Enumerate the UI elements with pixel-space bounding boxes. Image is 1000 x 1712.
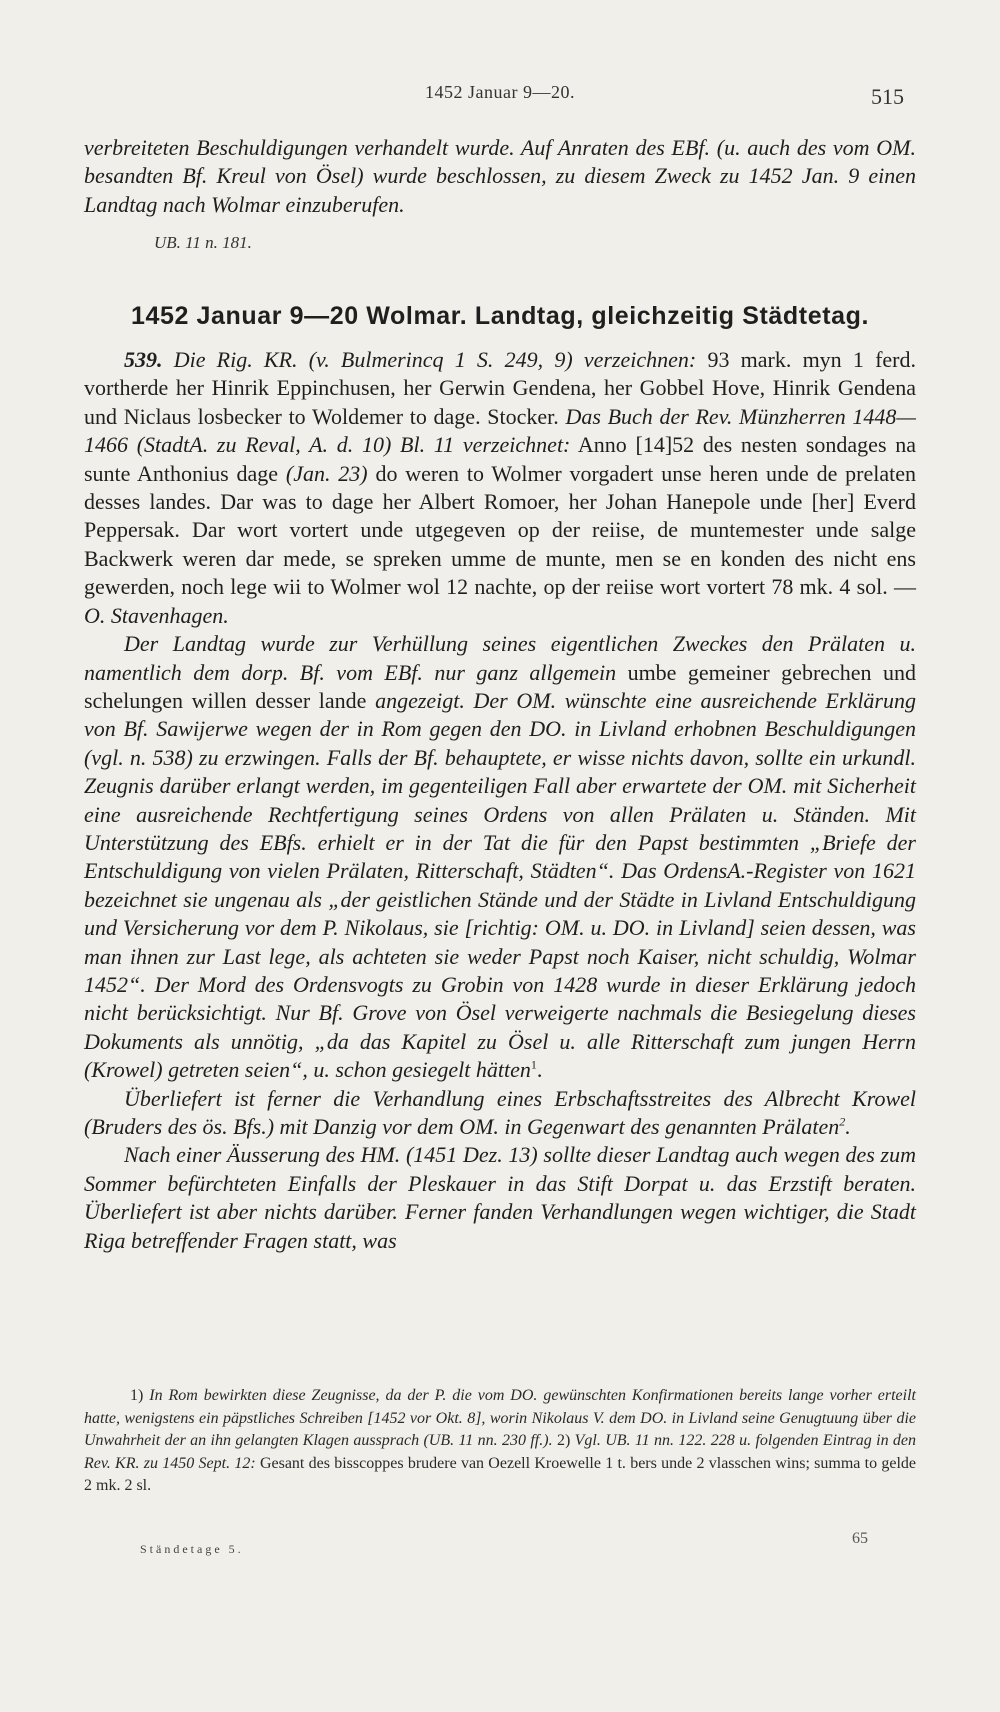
footnote-2-mark: 2): [556, 1432, 571, 1450]
p2-text-b: angezeigt. Der OM. wünschte eine ausreichende Erklärung von Bf. Sawijerwe wegen der in Rom gegen den DO. in Livland erhobnen Beschuldigungen (vgl. n. 538) zu erzwingen. Falls der Bf. behauptete, er wisse nichts davon, sollte ein urkundl. Zeugnis darüber erlangt werden, im gegenteiligen Fall aber erwartete der OM. mit Sicherheit eine ausreichende Rechtfertigung seines Ordens von allen Prälaten u. Ständen. Mit Unterstützung des EBfs. erhielt er in der Tat die für den Papst bestimmten „Briefe der Entschuldigung von vielen Prälaten, Ritterschaft, Städten“. Das OrdensA.-Register von 1621 bezeichnet sie ungenau als „der geistlichen Stände und der Städte in Livland Entschuldigung und Versicherung vor dem P. Nikolaus, sie [richtig: OM. u. DO. in Livland] seien dessen, was man ihnen zur Last lege, als achteten sie weder Papst noch Kaiser, nicht schuldig, Wolmar 1452“. Der Mord des Ordensvogts zu Grobin von 1428 wurde in dieser Erklärung jedoch nicht berücksichtigt. Nur Bf. Grove von Ösel verweigerte nachmals die Besiegelung dieses Dokuments als unnötig, „da das Kapitel zu Ösel u. alle Ritterschaft zum jungen Herrn (Krowel) getreten seien“, u. schon gesiegelt hätten: [84, 687, 916, 1083]
entry-source-2: Das Buch der Rev. Münzherren 1448—1466 (StadtA. zu Reval, A. d. 10) Bl. 11 verzeichnet:: [84, 403, 916, 458]
entry-date-note: (Jan. 23): [285, 460, 368, 486]
entry-quote-2b: do weren to Wolmer vorgadert unse heren unde de prelaten desses landes. Dar was to dage her Albert Romoer, her Johan Hanepole unde [her] Everd Peppersak. Dar wort vortert unde utgegeven op der reiise, de muntemester unde salge Backwerk weren dar mede, se spreken umme de munte, men se en konden des nicht ens gewerden, noch lege wii to Wolmer wol 12 nachte, op der reiise wort vortert 78 mk. 4 sol. —: [84, 460, 917, 600]
entry-source-1: Die Rig. KR. (v. Bulmerincq 1 S. 249, 9) verzeichnen:: [173, 347, 697, 373]
sheet-number: 65: [852, 1530, 868, 1547]
signature-mark: Ständetage 5.: [140, 1542, 244, 1556]
section-heading: 1452 Januar 9—20 Wolmar. Landtag, gleichzeitig Städtetag.: [130, 301, 870, 330]
entry-paragraph-2: [84, 630, 916, 1085]
entry-paragraph-4: Nach einer Äusserung des HM. (1451 Dez. 13) sollte dieser Landtag auch wegen des zum Sommer befürchteten Einfalls der Pleskauer in das Stift Dorpat u. das Erzstift beraten. Überliefert ist aber nichts darüber. Ferner fanden Verhandlungen wegen wichtiger, die Stadt Riga betreffender Fragen statt, was: [84, 1142, 916, 1253]
entry-author: O. Stavenhagen.: [84, 602, 229, 628]
p3-text: Überliefert ist ferner die Verhandlung eines Erbschaftsstreites des Albrecht Krowel (Bruders des ös. Bfs.) mit Danzig vor dem OM. in Gegenwart des genannten Prälaten: [84, 1085, 916, 1139]
footnote-2-text: Gesant des bisscoppes brudere van Oezell Kroewelle 1 t. bers unde 2 vlasschen wins; summa to gelde 2 mk. 2 sl.: [84, 1454, 916, 1495]
p2-end: .: [536, 1057, 543, 1083]
p2-quote: umbe gemeiner gebrechen und schelungen willen desser lande: [84, 659, 917, 713]
p2-text-a: Der Landtag wurde zur Verhüllung seines eigentlichen Zweckes den Prälaten u. namentlich dem dorp. Bf. vom EBf. nur ganz allgemein: [84, 631, 916, 685]
footnote-2-text-italic: Vgl. UB. 11 nn. 122. 228 u. folgenden Eintrag in den Rev. KR. zu 1450 Sept. 12:: [84, 1432, 917, 1472]
footnote-1: [84, 1385, 916, 1498]
running-head: 1452 Januar 9—20.: [425, 82, 575, 102]
intro-paragraph: verbreiteten Beschuldigungen verhandelt wurde. Auf Anraten des EBf. (u. auch des vom OM. besandten Bf. Kreul von Ösel) wurde beschlossen, zu diesem Zweck zu 1452 Jan. 9 einen Landtag nach Wolmar einzuberufen.: [84, 135, 916, 217]
page-number: 515: [871, 84, 904, 109]
footnote-ref-1: 1: [530, 1057, 537, 1072]
main-text: [84, 134, 916, 1255]
footnote-1-mark: 1): [130, 1387, 144, 1404]
entry-number: 539.: [124, 347, 163, 373]
entry-quote-2a: Anno [14]52 des nesten sondages na sunte Anthonius dage: [84, 432, 916, 486]
footnote-ref-2: 2: [839, 1114, 846, 1129]
entry-paragraph-3: [84, 1085, 916, 1142]
footnote-1-text: In Rom bewirkten diese Zeugnisse, da der P. die vom DO. gewünschten Konfirmationen bereits lange vorher erteilt hatte, wenigstens ein päpstliches Schreiben [1452 vor Okt. 8], worin Nikolaus V. dem DO. in Livland seine Genugtuung über die Unwahrheit der an ihn gelangten Klagen aussprach (UB. 11 nn. 230 ff.).: [84, 1387, 916, 1450]
footnotes: [84, 1385, 916, 1498]
p3-end: .: [845, 1114, 851, 1139]
entry-paragraph-1: [84, 346, 916, 630]
intro-citation: UB. 11 n. 181.: [154, 233, 252, 253]
entry-quote-1: 93 mark. myn 1 ferd. vortherde her Hinrik Eppinchusen, her Gerwin Gendena, her Gobbel Hove, Hinrik Gendena und Niclaus losbecker to Woldemer to dage. Stocker.: [84, 347, 917, 429]
